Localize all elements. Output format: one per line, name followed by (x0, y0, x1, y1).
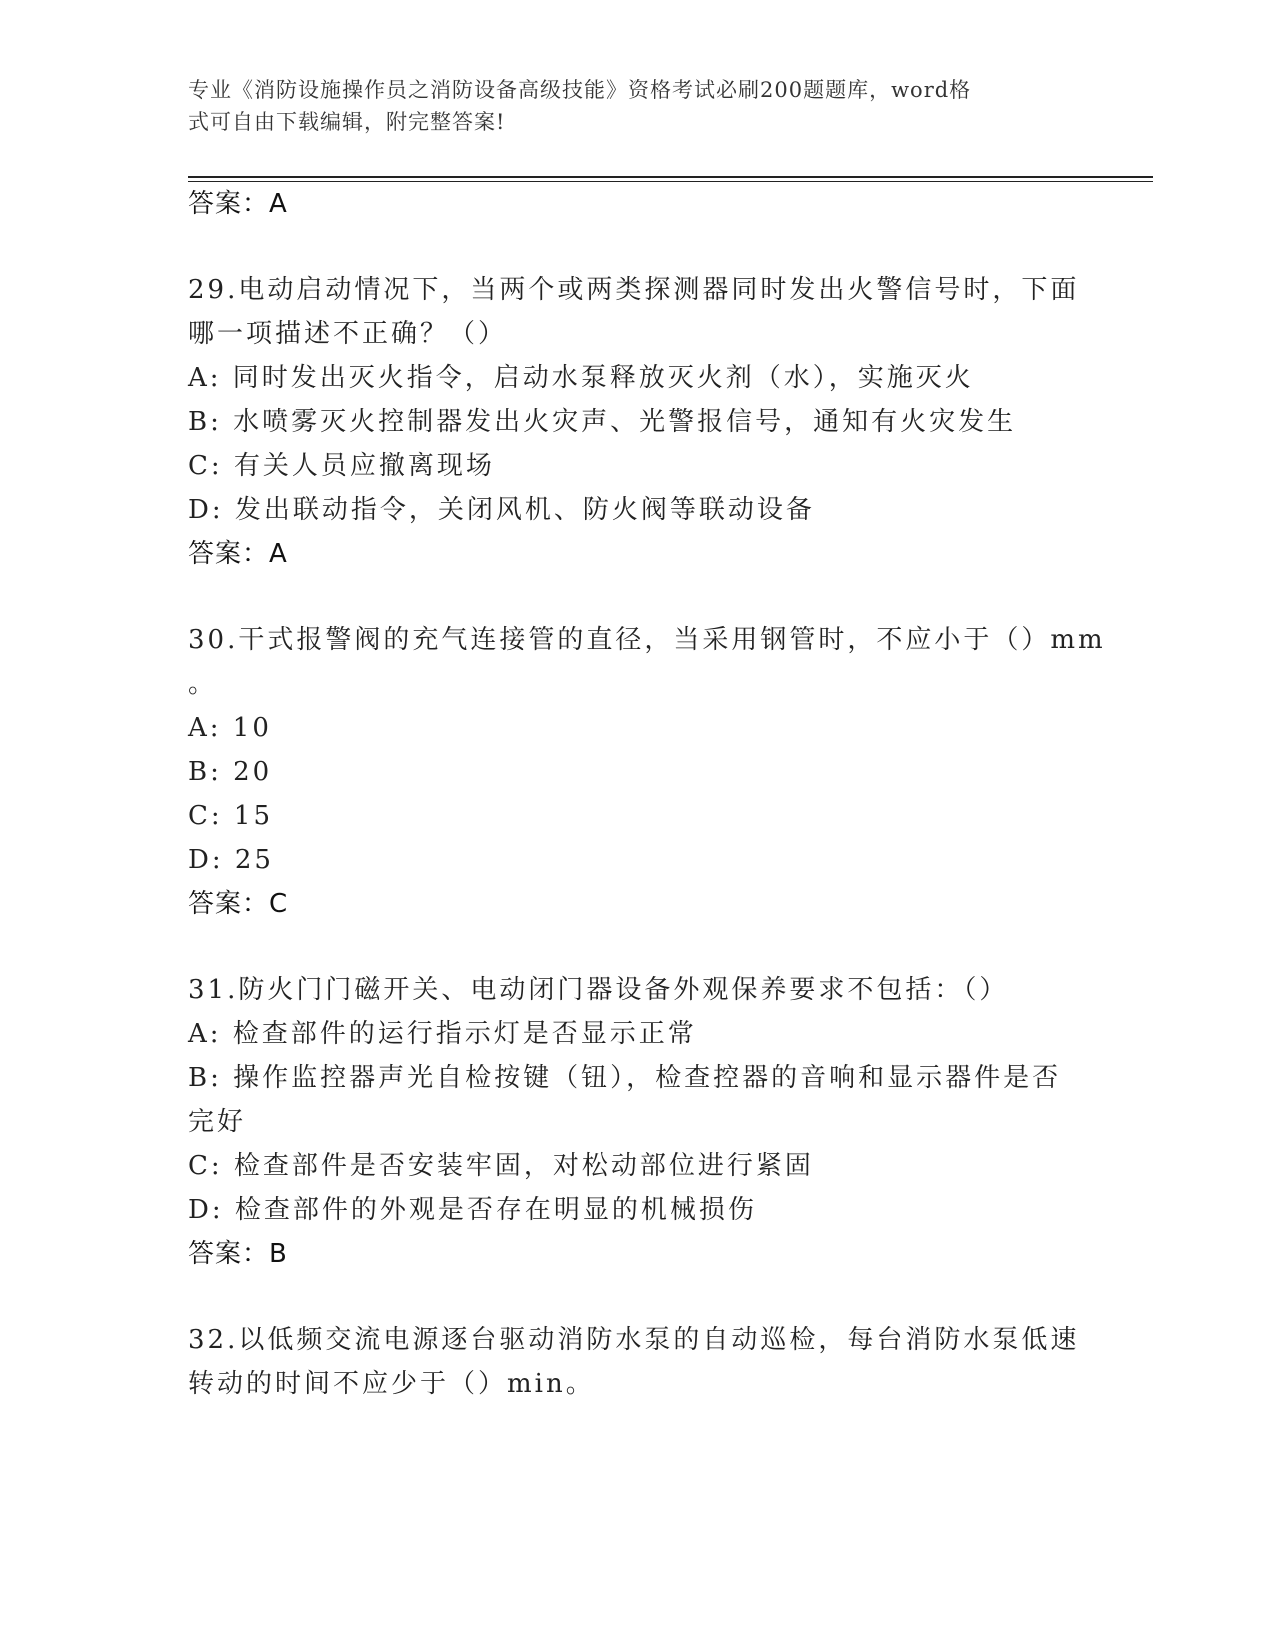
previous-answer: 答案：A (188, 189, 288, 219)
option-a: A: 检查部件的运行指示灯是否显示正常 (188, 1019, 697, 1049)
option-a: A: 同时发出灭火指令，启动水泵释放灭火剂（水），实施灭火 (188, 363, 974, 393)
option-c: C: 有关人员应撤离现场 (188, 451, 495, 481)
question-stem: 32.以低频交流电源逐台驱动消防水泵的自动巡检，每台消防水泵低速 (188, 1325, 1080, 1355)
header-text (188, 74, 1068, 138)
option-a: A: 10 (188, 713, 272, 743)
option-c: C: 检查部件是否安装牢固，对松动部位进行紧固 (188, 1151, 814, 1181)
header-line-1: 专业《消防设施操作员之消防设备高级技能》资格考试必刷200题题库，word格 (188, 78, 972, 102)
option-b: B: 水喷雾灭火控制器发出火灾声、光警报信号，通知有火灾发生 (188, 407, 1017, 437)
answer: 答案：A (188, 539, 288, 569)
header-line-2: 式可自由下载编辑，附完整答案! (188, 110, 506, 134)
option-b-cont: 完好 (188, 1107, 247, 1137)
option-b: B: 20 (188, 757, 273, 787)
question-stem-cont: 转动的时间不应少于（）min。 (188, 1369, 595, 1399)
option-c: C: 15 (188, 801, 274, 831)
option-d: D: 发出联动指令，关闭风机、防火阀等联动设备 (188, 495, 815, 525)
header-rule-thin (188, 181, 1153, 182)
question-stem: 30.干式报警阀的充气连接管的直径，当采用钢管时，不应小于（）mm (188, 625, 1106, 655)
question-stem: 31.防火门门磁开关、电动闭门器设备外观保养要求不包括：（） (188, 975, 1009, 1005)
question-stem-cont: 。 (188, 669, 218, 699)
question-stem-cont: 哪一项描述不正确？（） (188, 319, 508, 349)
option-b: B: 操作监控器声光自检按键（钮），检查控器的音响和显示器件是否 (188, 1063, 1062, 1093)
header-rule-thick (188, 176, 1153, 178)
answer: 答案：C (188, 889, 289, 919)
option-d: D: 25 (188, 845, 274, 875)
option-d: D: 检查部件的外观是否存在明显的机械损伤 (188, 1195, 757, 1225)
question-stem: 29.电动启动情况下，当两个或两类探测器同时发出火警信号时，下面 (188, 275, 1080, 305)
answer: 答案：B (188, 1239, 288, 1269)
